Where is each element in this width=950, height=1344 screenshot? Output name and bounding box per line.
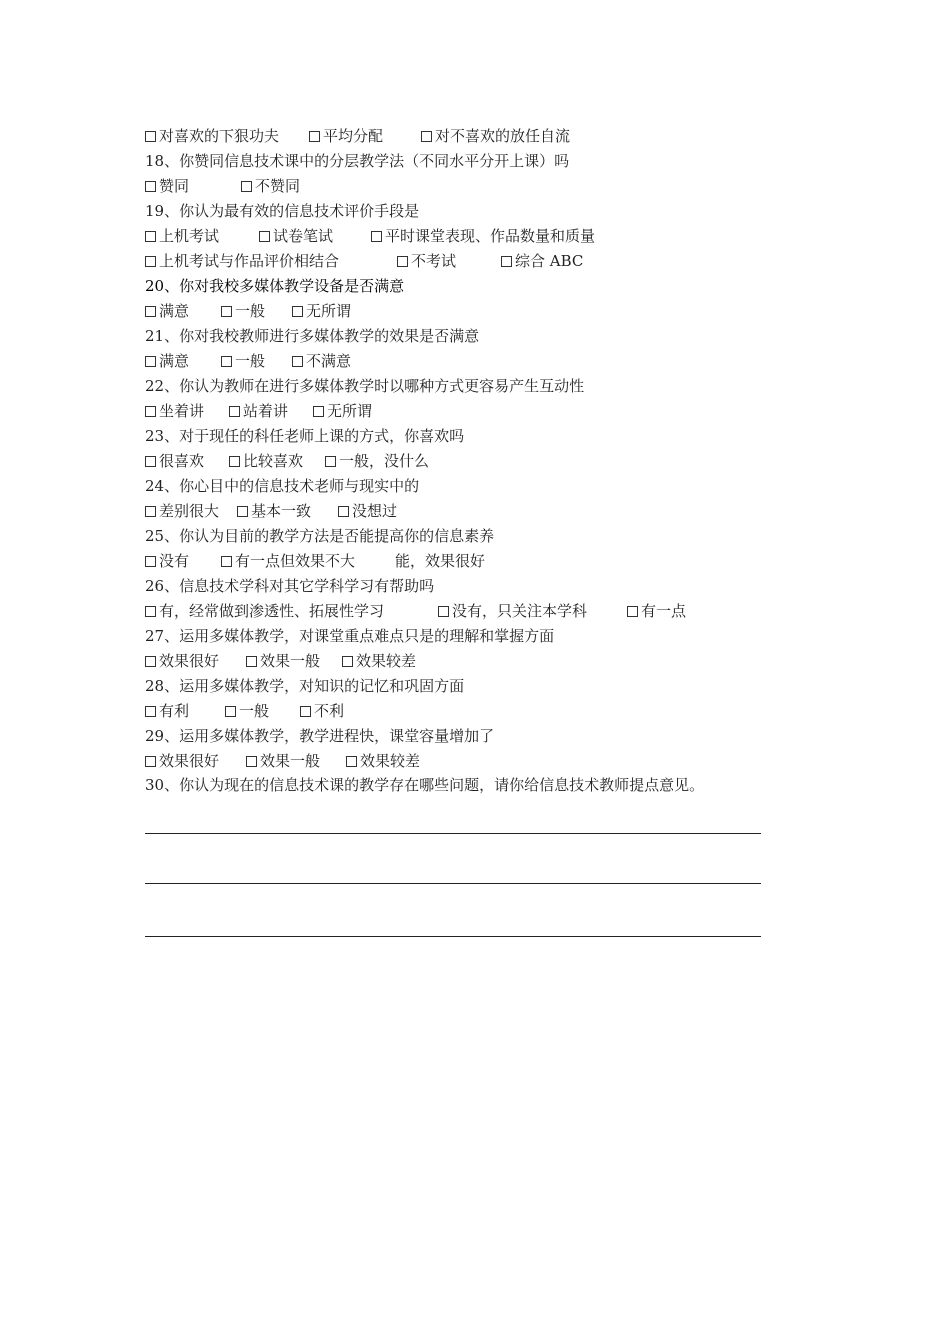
checkbox-icon[interactable]: [221, 556, 232, 567]
option-checkbox[interactable]: 效果一般: [246, 751, 320, 771]
option-checkbox[interactable]: 没有，只关注本学科: [438, 601, 587, 621]
answer-blank-line[interactable]: [145, 936, 761, 937]
option-checkbox[interactable]: 满意: [145, 301, 189, 321]
checkbox-icon[interactable]: [225, 706, 236, 717]
checkbox-icon[interactable]: [325, 456, 336, 467]
checkbox-icon[interactable]: [145, 181, 156, 192]
checkbox-icon[interactable]: [342, 656, 353, 667]
question-23: 23、对于现任的科任老师上课的方式，你喜欢吗: [145, 427, 465, 445]
option-checkbox[interactable]: 很喜欢: [145, 451, 204, 471]
option-checkbox[interactable]: 有一点: [627, 601, 686, 621]
checkbox-icon[interactable]: [371, 231, 382, 242]
checkbox-icon[interactable]: [397, 256, 408, 267]
checkbox-icon[interactable]: [627, 606, 638, 617]
option-checkbox[interactable]: 平均分配: [309, 126, 383, 146]
answer-blank-line[interactable]: [145, 883, 761, 884]
option-checkbox[interactable]: 站着讲: [229, 401, 288, 421]
option-checkbox[interactable]: 不考试: [397, 251, 456, 271]
option-checkbox[interactable]: 一般，没什么: [325, 451, 429, 471]
option-checkbox[interactable]: 平时课堂表现、作品数量和质量: [371, 226, 595, 246]
option-checkbox[interactable]: 效果较差: [346, 751, 420, 771]
option-checkbox[interactable]: 不满意: [292, 351, 351, 371]
checkbox-icon[interactable]: [292, 306, 303, 317]
option-checkbox[interactable]: 一般: [221, 351, 265, 371]
checkbox-icon[interactable]: [241, 181, 252, 192]
option-checkbox[interactable]: 上机考试: [145, 226, 219, 246]
checkbox-icon[interactable]: [145, 456, 156, 467]
question-21: 21、你对我校教师进行多媒体教学的效果是否满意: [145, 327, 480, 345]
question-29: 29、运用多媒体教学，教学进程快，课堂容量增加了: [145, 727, 495, 745]
answer-blank-line[interactable]: [145, 833, 761, 834]
option-checkbox[interactable]: 效果很好: [145, 651, 219, 671]
checkbox-icon[interactable]: [145, 706, 156, 717]
checkbox-icon[interactable]: [145, 306, 156, 317]
checkbox-icon[interactable]: [338, 506, 349, 517]
checkbox-icon[interactable]: [259, 231, 270, 242]
checkbox-icon[interactable]: [421, 131, 432, 142]
option-checkbox[interactable]: 比较喜欢: [229, 451, 303, 471]
option-checkbox[interactable]: 满意: [145, 351, 189, 371]
option-checkbox[interactable]: 差别很大: [145, 501, 219, 521]
option-checkbox[interactable]: 有，经常做到渗透性、拓展性学习: [145, 601, 384, 621]
option-checkbox[interactable]: 上机考试与作品评价相结合: [145, 251, 339, 271]
checkbox-icon[interactable]: [246, 656, 257, 667]
checkbox-icon[interactable]: [145, 506, 156, 517]
option-checkbox[interactable]: 效果较差: [342, 651, 416, 671]
question-26: 26、信息技术学科对其它学科学习有帮助吗: [145, 577, 435, 595]
checkbox-icon[interactable]: [145, 606, 156, 617]
checkbox-icon[interactable]: [313, 406, 324, 417]
question-19: 19、你认为最有效的信息技术评价手段是: [145, 202, 420, 220]
checkbox-icon[interactable]: [501, 256, 512, 267]
option-checkbox[interactable]: 效果很好: [145, 751, 219, 771]
checkbox-icon[interactable]: [292, 356, 303, 367]
checkbox-icon[interactable]: [145, 656, 156, 667]
option-checkbox[interactable]: 试卷笔试: [259, 226, 333, 246]
option-text: 能，效果很好: [395, 552, 486, 570]
checkbox-icon[interactable]: [145, 131, 156, 142]
option-checkbox[interactable]: 效果一般: [246, 651, 320, 671]
option-checkbox[interactable]: 对喜欢的下狠功夫: [145, 126, 279, 146]
question-30: 30、你认为现在的信息技术课的教学存在哪些问题，请你给信息技术教师提点意见。: [145, 776, 705, 794]
option-checkbox[interactable]: 对不喜欢的放任自流: [421, 126, 570, 146]
question-24: 24、你心目中的信息技术老师与现实中的: [145, 477, 420, 495]
checkbox-icon[interactable]: [229, 456, 240, 467]
option-checkbox[interactable]: 一般: [221, 301, 265, 321]
question-25: 25、你认为目前的教学方法是否能提高你的信息素养: [145, 527, 495, 545]
option-checkbox[interactable]: 没有: [145, 551, 189, 571]
question-28: 28、运用多媒体教学，对知识的记忆和巩固方面: [145, 677, 465, 695]
checkbox-icon[interactable]: [145, 231, 156, 242]
checkbox-icon[interactable]: [309, 131, 320, 142]
checkbox-icon[interactable]: [221, 306, 232, 317]
question-22: 22、你认为教师在进行多媒体教学时以哪种方式更容易产生互动性: [145, 377, 585, 395]
checkbox-icon[interactable]: [300, 706, 311, 717]
option-checkbox[interactable]: 赞同: [145, 176, 189, 196]
question-27: 27、运用多媒体教学，对课堂重点难点只是的理解和掌握方面: [145, 627, 555, 645]
option-checkbox[interactable]: 不利: [300, 701, 344, 721]
question-18: 18、你赞同信息技术课中的分层教学法（不同水平分开上课）吗: [145, 152, 570, 170]
option-checkbox[interactable]: 有一点但效果不大: [221, 551, 355, 571]
option-checkbox[interactable]: 无所谓: [292, 301, 351, 321]
question-20: 20、你对我校多媒体教学设备是否满意: [145, 277, 405, 295]
option-checkbox[interactable]: 综合 ABC: [501, 251, 583, 271]
checkbox-icon[interactable]: [145, 256, 156, 267]
option-checkbox[interactable]: 不赞同: [241, 176, 300, 196]
checkbox-icon[interactable]: [346, 756, 357, 767]
checkbox-icon[interactable]: [145, 756, 156, 767]
checkbox-icon[interactable]: [237, 506, 248, 517]
checkbox-icon[interactable]: [145, 356, 156, 367]
option-checkbox[interactable]: 没想过: [338, 501, 397, 521]
checkbox-icon[interactable]: [438, 606, 449, 617]
option-checkbox[interactable]: 无所谓: [313, 401, 372, 421]
checkbox-icon[interactable]: [246, 756, 257, 767]
checkbox-icon[interactable]: [221, 356, 232, 367]
checkbox-icon[interactable]: [145, 556, 156, 567]
option-checkbox[interactable]: 一般: [225, 701, 269, 721]
option-checkbox[interactable]: 基本一致: [237, 501, 311, 521]
option-checkbox[interactable]: 坐着讲: [145, 401, 204, 421]
option-checkbox[interactable]: 有利: [145, 701, 189, 721]
checkbox-icon[interactable]: [145, 406, 156, 417]
checkbox-icon[interactable]: [229, 406, 240, 417]
